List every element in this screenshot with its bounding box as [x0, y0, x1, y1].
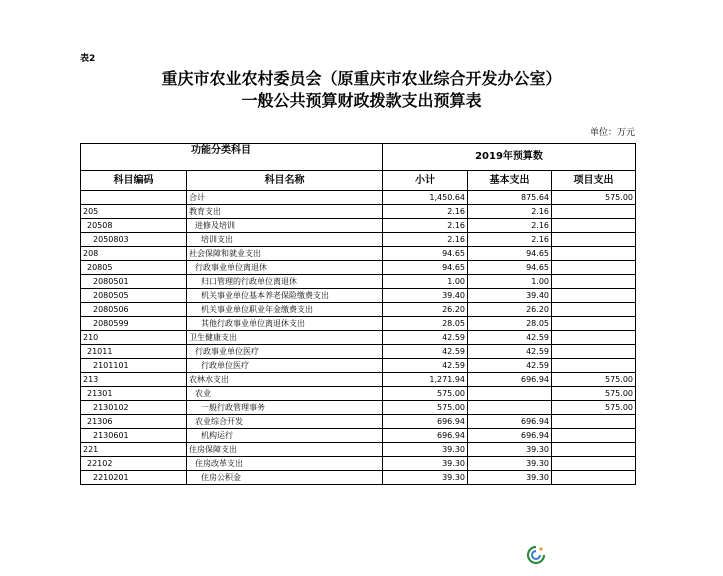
basic-expense-cell: 26.20	[468, 303, 552, 317]
basic-expense-cell: 39.30	[468, 457, 552, 471]
subject-code-cell: 2080506	[81, 303, 187, 317]
subject-name-cell: 行政单位医疗	[187, 359, 383, 373]
page-subtitle: 一般公共预算财政拨款支出预算表	[241, 91, 482, 110]
basic-expense-cell: 696.94	[468, 373, 552, 387]
subject-code-cell: 22102	[81, 457, 187, 471]
project-expense-cell	[552, 303, 636, 317]
table-row	[81, 247, 636, 261]
subject-code-cell: 21011	[81, 345, 187, 359]
project-expense-cell	[552, 331, 636, 345]
basic-expense-cell: 94.65	[468, 247, 552, 261]
functional-category-header: 功能分类科目	[81, 144, 383, 171]
basic-expense-cell: 94.65	[468, 261, 552, 275]
project-expense-cell	[552, 457, 636, 471]
table-row	[81, 387, 636, 401]
table-row	[81, 443, 636, 457]
subject-name-cell: 农业	[187, 387, 383, 401]
subtotal-cell: 2.16	[383, 219, 468, 233]
subject-code-cell: 2130102	[81, 401, 187, 415]
subject-code-cell: 2080599	[81, 317, 187, 331]
project-expense-cell	[552, 317, 636, 331]
subject-code-cell: 20805	[81, 261, 187, 275]
subject-code-cell: 20508	[81, 219, 187, 233]
subject-code-cell: 210	[81, 331, 187, 345]
subject-name-cell: 教育支出	[187, 205, 383, 219]
subject-name-cell: 住房改革支出	[187, 457, 383, 471]
project-expense-cell	[552, 219, 636, 233]
subtotal-cell: 1,271.94	[383, 373, 468, 387]
subtotal-cell: 575.00	[383, 387, 468, 401]
subtotal-cell: 26.20	[383, 303, 468, 317]
name-header: 科目名称	[187, 171, 383, 191]
table-number: 表2	[80, 54, 96, 64]
basic-expense-cell: 875.64	[468, 191, 552, 205]
project-expense-cell	[552, 205, 636, 219]
subtotal-cell: 575.00	[383, 401, 468, 415]
subject-name-cell: 合计	[187, 191, 383, 205]
basic-expense-cell: 39.30	[468, 443, 552, 457]
table-row	[81, 219, 636, 233]
subject-code-cell: 2130601	[81, 429, 187, 443]
basic-expense-cell: 2.16	[468, 205, 552, 219]
subject-name-cell: 进修及培训	[187, 219, 383, 233]
budget-table	[80, 143, 636, 485]
table-row	[81, 429, 636, 443]
subject-name-cell: 农业综合开发	[187, 415, 383, 429]
project-expense-cell	[552, 275, 636, 289]
subtotal-cell: 1.00	[383, 275, 468, 289]
subtotal-cell: 696.94	[383, 429, 468, 443]
basic-expense-cell: 1.00	[468, 275, 552, 289]
subtotal-cell: 2.16	[383, 233, 468, 247]
basic-expense-cell: 28.05	[468, 317, 552, 331]
basic-expense-cell: 39.40	[468, 289, 552, 303]
project-expense-cell	[552, 261, 636, 275]
table-row	[81, 261, 636, 275]
basic-expense-cell: 2.16	[468, 233, 552, 247]
basic-expense-cell	[468, 387, 552, 401]
subtotal-cell: 39.30	[383, 471, 468, 485]
project-expense-cell: 575.00	[552, 191, 636, 205]
basic-expense-cell: 42.59	[468, 331, 552, 345]
project-header: 项目支出	[552, 171, 636, 191]
basic-expense-cell: 696.94	[468, 429, 552, 443]
table-row	[81, 373, 636, 387]
subject-code-cell: 221	[81, 443, 187, 457]
project-expense-cell	[552, 247, 636, 261]
subtotal-cell: 94.65	[383, 247, 468, 261]
subject-name-cell: 归口管理的行政单位离退休	[187, 275, 383, 289]
table-row	[81, 317, 636, 331]
project-expense-cell	[552, 443, 636, 457]
table-row	[81, 345, 636, 359]
subject-code-cell: 21306	[81, 415, 187, 429]
basic-expense-cell	[468, 401, 552, 415]
table-row	[81, 457, 636, 471]
table-row	[81, 471, 636, 485]
subject-name-cell: 社会保障和就业支出	[187, 247, 383, 261]
subtotal-cell: 42.59	[383, 359, 468, 373]
project-expense-cell	[552, 233, 636, 247]
subject-name-cell: 行政事业单位医疗	[187, 345, 383, 359]
subject-code-cell: 213	[81, 373, 187, 387]
table-row	[81, 415, 636, 429]
project-expense-cell	[552, 429, 636, 443]
subtotal-cell: 94.65	[383, 261, 468, 275]
subject-name-cell: 培训支出	[187, 233, 383, 247]
code-header: 科目编码	[81, 171, 187, 191]
subject-name-cell: 机关事业单位职业年金缴费支出	[187, 303, 383, 317]
subtotal-cell: 39.30	[383, 457, 468, 471]
subject-name-cell: 行政事业单位离退休	[187, 261, 383, 275]
project-expense-cell	[552, 471, 636, 485]
table-row	[81, 289, 636, 303]
subject-code-cell: 208	[81, 247, 187, 261]
project-expense-cell	[552, 359, 636, 373]
subtotal-cell: 39.40	[383, 289, 468, 303]
basic-expense-cell: 39.30	[468, 471, 552, 485]
project-expense-cell: 575.00	[552, 387, 636, 401]
subject-name-cell: 住房公积金	[187, 471, 383, 485]
project-expense-cell	[552, 345, 636, 359]
subtotal-cell: 696.94	[383, 415, 468, 429]
basic-expense-cell: 42.59	[468, 345, 552, 359]
logo-icon	[526, 545, 546, 565]
project-expense-cell: 575.00	[552, 401, 636, 415]
budget-year-header: 2019年预算数	[383, 144, 636, 171]
table-body	[81, 191, 636, 485]
subject-code-cell: 205	[81, 205, 187, 219]
table-row	[81, 303, 636, 317]
table-row	[81, 401, 636, 415]
table-row	[81, 191, 636, 205]
subject-name-cell: 一般行政管理事务	[187, 401, 383, 415]
basic-expense-cell: 696.94	[468, 415, 552, 429]
subject-name-cell: 卫生健康支出	[187, 331, 383, 345]
subtotal-cell: 1,450.64	[383, 191, 468, 205]
project-expense-cell	[552, 415, 636, 429]
subject-code-cell: 21301	[81, 387, 187, 401]
subject-code-cell: 2101101	[81, 359, 187, 373]
subject-code-cell: 2080505	[81, 289, 187, 303]
project-expense-cell	[552, 289, 636, 303]
table-row	[81, 233, 636, 247]
basic-expense-cell: 42.59	[468, 359, 552, 373]
subtotal-cell: 39.30	[383, 443, 468, 457]
unit-label: 单位：万元	[590, 128, 636, 138]
subject-code-cell: 2080501	[81, 275, 187, 289]
subtotal-cell: 28.05	[383, 317, 468, 331]
basic-expense-cell: 2.16	[468, 219, 552, 233]
subject-code-cell: 2210201	[81, 471, 187, 485]
subtotal-cell: 42.59	[383, 331, 468, 345]
subject-name-cell: 机构运行	[187, 429, 383, 443]
project-expense-cell: 575.00	[552, 373, 636, 387]
table-row	[81, 359, 636, 373]
subject-name-cell: 农林水支出	[187, 373, 383, 387]
basic-header: 基本支出	[468, 171, 552, 191]
subject-name-cell: 其他行政事业单位离退休支出	[187, 317, 383, 331]
table-row	[81, 275, 636, 289]
table-row	[81, 331, 636, 345]
subtotal-cell: 42.59	[383, 345, 468, 359]
table-row	[81, 205, 636, 219]
subject-name-cell: 住房保障支出	[187, 443, 383, 457]
subtotal-cell: 2.16	[383, 205, 468, 219]
subtotal-header: 小计	[383, 171, 468, 191]
subject-name-cell: 机关事业单位基本养老保险缴费支出	[187, 289, 383, 303]
subject-code-cell: 2050803	[81, 233, 187, 247]
subject-code-cell	[81, 191, 187, 205]
page-title: 重庆市农业农村委员会（原重庆市农业综合开发办公室）	[161, 69, 562, 88]
